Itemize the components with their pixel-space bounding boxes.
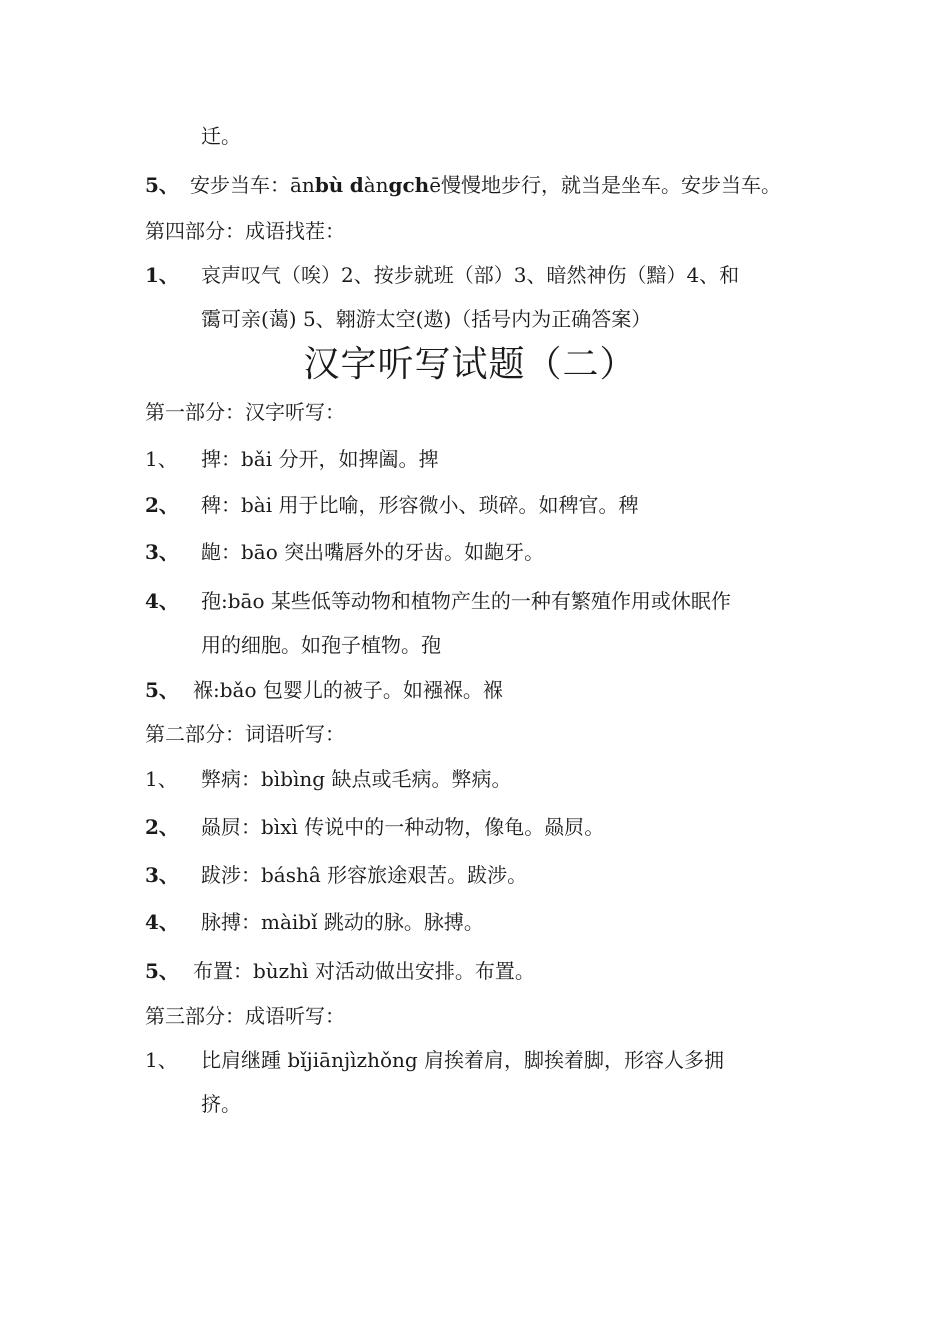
idiom-entry-continued: 挤。 [201, 1092, 241, 1116]
word-entry: 跋涉：báshâ 形容旅途艰苦。跋涉。 [201, 863, 528, 887]
word-entry: 布置：bùzhì 对活动做出安排。布置。 [193, 959, 535, 983]
item-number: 1、 [145, 1048, 178, 1072]
pinyin-part: àn [363, 173, 389, 197]
character-entry: 褓:bǎo 包婴儿的被子。如襁褓。褓 [193, 678, 503, 702]
idiom-entry: 比肩继踵 bǐjiānjìzhǒng 肩挨着肩，脚挨着脚，形容人多拥 [201, 1048, 725, 1072]
pinyin-part: bù [314, 173, 344, 197]
section-heading-part4: 第四部分：成语找茬： [145, 219, 345, 243]
word-entry: 赑屃：bìxì 传说中的一种动物，像龟。赑屃。 [201, 815, 605, 839]
item-number: 2、 [145, 493, 179, 517]
section-heading-part3: 第三部分：成语听写： [145, 1004, 345, 1028]
item-number: 1、 [145, 447, 178, 471]
item-number: 3、 [145, 863, 179, 887]
item-number: 5、 [145, 173, 179, 197]
word-entry: 脉搏：màibǐ 跳动的脉。脉搏。 [201, 910, 484, 934]
page-title: 汉字听写试题（二） [303, 344, 637, 385]
pinyin-part: ē [429, 173, 442, 197]
character-entry: 孢:bāo 某些低等动物和植物产生的一种有繁殖作用或休眠作 [201, 589, 731, 613]
item-number: 1、 [145, 263, 179, 287]
section-heading-part2: 第二部分：词语听写： [145, 722, 345, 746]
section-heading-part1: 第一部分：汉字听写： [145, 400, 345, 424]
item-number: 4、 [145, 910, 179, 934]
idiom-correction-line: 霭可亲(蔼) 5、翱游太空(遨)（括号内为正确答案） [201, 307, 652, 331]
idiom-entry-anbudangche [190, 171, 781, 199]
pinyin-part: d [349, 173, 364, 197]
character-entry: 捭：bǎi 分开，如捭阖。捭 [201, 447, 439, 471]
item-number: 5、 [145, 678, 179, 702]
entry-term: 安步当车： [190, 173, 290, 197]
word-entry: 弊病：bìbìng 缺点或毛病。弊病。 [201, 767, 512, 791]
pinyin-part: ān [290, 173, 315, 197]
entry-definition: 慢慢地步行，就当是坐车。安步当车。 [441, 173, 782, 197]
item-number: 1、 [145, 767, 178, 791]
item-number: 5、 [145, 959, 179, 983]
continuation-text: 迁。 [201, 124, 241, 148]
item-number: 3、 [145, 540, 179, 564]
item-number: 2、 [145, 815, 179, 839]
character-entry-continued: 用的细胞。如孢子植物。孢 [201, 633, 441, 657]
item-number: 4、 [145, 589, 179, 613]
character-entry: 稗：bài 用于比喻，形容微小、琐碎。如稗官。稗 [201, 493, 639, 517]
character-entry: 龅：bāo 突出嘴唇外的牙齿。如龅牙。 [201, 540, 545, 564]
pinyin-part: gch [388, 173, 430, 197]
idiom-correction-line: 哀声叹气（唉）2、按步就班（部）3、暗然神伤（黯）4、和 [201, 263, 740, 287]
